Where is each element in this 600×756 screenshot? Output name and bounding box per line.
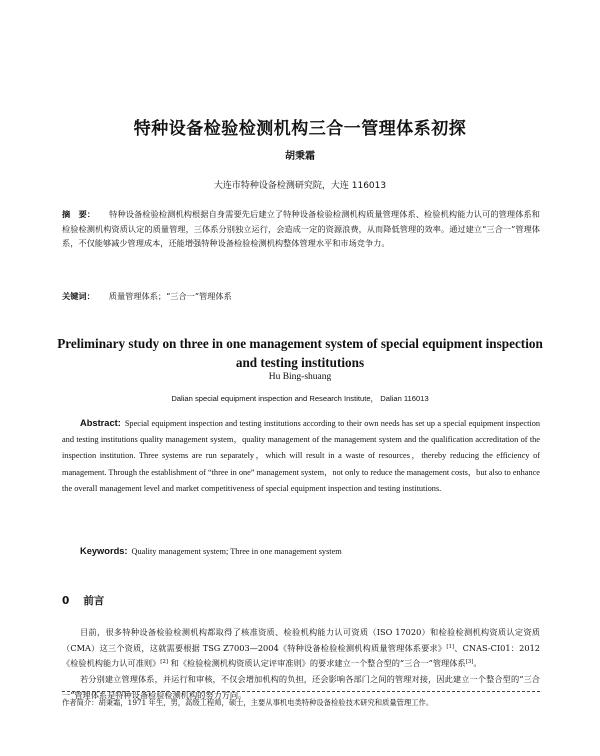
affiliation-zh: 大连市特种设备检测研究院，大连 116013: [213, 181, 387, 191]
intro-p1-part-d: 。: [473, 658, 482, 669]
author-name-en: Hu Bing-shuang: [268, 372, 332, 382]
citation-1: [1]: [446, 643, 455, 650]
keywords-en: [80, 546, 540, 556]
intro-paragraph-1: [62, 625, 540, 672]
abstract-en: [62, 415, 540, 497]
author-name-zh: 胡秉霜: [285, 151, 315, 162]
keywords-text-en: Quality management system; Three in one management system: [131, 547, 342, 556]
intro-paragraph-2: 若分别建立管理体系，并运行和审核，不仅会增加机构的负担，还会影响各部门之间的管理对接，因此建立一个整合型的“三合一”管理体系是特种设备检验检测机构的努力方向。: [62, 674, 540, 700]
footnote-divider: [62, 691, 540, 692]
keywords-text-zh: 质量管理体系；“三合一”管理体系: [108, 291, 232, 301]
section-number: 0: [62, 595, 70, 607]
abstract-label-en: Abstract:: [80, 418, 121, 428]
abstract-label-zh: 摘 要：: [62, 209, 96, 219]
paper-title-zh: 特种设备检验检测机构三合一管理体系初探: [133, 119, 467, 139]
keywords-label-zh: 关键词：: [62, 291, 95, 301]
abstract-text-zh: 特种设备检验检测机构根据自身需要先后建立了特种设备检验检测机构质量管理体系、检验机构能力认可的管理体系和检验检测机构资质认定的质量管理，三体系分别独立运行，会造成一定的资源浪费，从而降低管理的效率。通过建立“三合一”管理体系，不仅能够减少管理成本，还能增强特种设备检验检测机构整体管理水平和市场竞争力。: [62, 209, 540, 248]
section-heading: [62, 593, 104, 608]
affiliation-en: Dalian special equipment inspection and Research Institute， Dalian 116013: [171, 394, 429, 403]
abstract-text-en: Special equipment inspection and testing institutions according to their own needs has set up a special equipment inspection and testing institutions quality management system，quality management of the management system and the qualification accreditation of the inspection institution. Three systems are run separately，which will result in a waste of resources，thereby reducing the efficiency of management. Through the establishment of “three in one” management system，not only to reduce the management costs，but also to enhance the overall management level and market competitiveness of special equipment inspection and testing institutions.: [62, 419, 540, 493]
citation-2: [2]: [160, 659, 169, 666]
citation-3: [3]: [465, 659, 474, 666]
intro-p1-part-b: 、CNAS-CI01：2012《检验机构能力认可准则》: [62, 642, 540, 669]
paper-title-en: Preliminary study on three in one management system of special equipment inspection and testing institutions: [57, 336, 543, 370]
keywords-label-en: Keywords:: [80, 546, 128, 556]
abstract-zh: [62, 207, 540, 251]
author-footnote: 作者简介：胡秉霜，1971 年生，男，高级工程师，硕士，主要从事机电类特种设备检验技术研究和质量管理工作。: [62, 698, 434, 707]
intro-p1-part-c: 和《检验检测机构资质认定评审准则》的要求建立一个整合型的“三合一”管理体系: [168, 658, 466, 669]
intro-p1-part-a: 目前，很多特种设备检验检测机构都取得了核准资质、检验机构能力认可资质（ISO 17020）和检验检测机构资质认定资质（CMA）这三个资质，这就需要根据 TSG Z7003—2004《特种设备检验检测机构质量管理体系要求》: [62, 627, 540, 653]
keywords-zh: [62, 291, 540, 302]
section-title: 前言: [83, 595, 105, 607]
